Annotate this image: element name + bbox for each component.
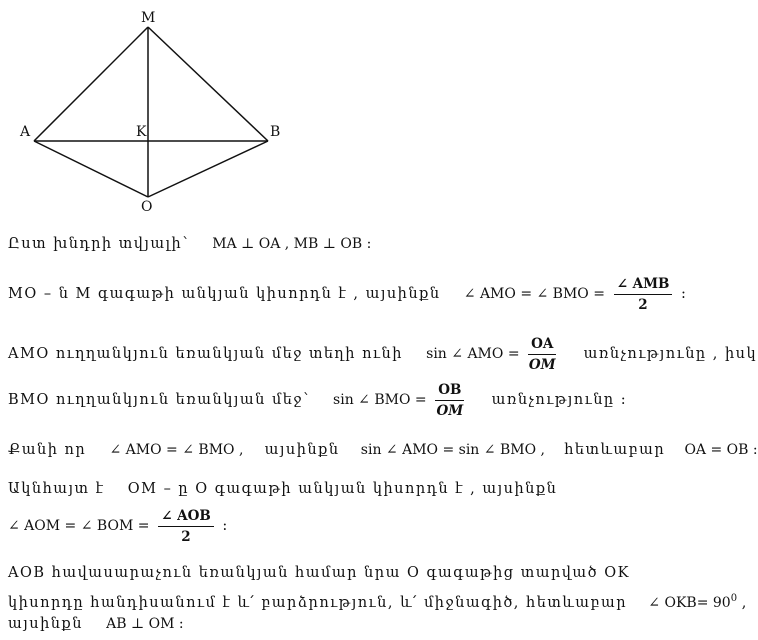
line-3-expr: sin ∠ AMO = [426,346,520,362]
text-line-10 [8,614,184,634]
line-7-end: : [222,518,228,534]
text-line-3 [8,330,757,378]
fraction-oa-over-om [528,336,556,373]
segment-AO [34,141,148,197]
line-3-text: AMO ուղղանկյուն եռանկյան մեջ տեղի ունի [8,346,403,362]
segment-BO [148,141,268,197]
line-10-expr: AB ⊥ OM : [106,616,184,632]
segment-MA [34,27,148,141]
line-9-end: , [741,594,747,611]
geometry-figure [0,0,300,215]
fraction-denominator: OM [436,402,464,419]
line-10-text: այսինքն [8,616,83,632]
line-2-text: MO – ն M գագաթի անկյան կիսորդն է , այսինքն [8,286,441,302]
line-5-text-b: այսինքն [264,442,340,458]
segment-MB [148,27,268,141]
line-5-expr-3: OA = OB : [684,442,758,458]
line-5-expr-1: ∠ AMO = ∠ BMO , [109,442,244,458]
text-line-5 [8,440,758,460]
fraction-numerator: OA [528,336,556,355]
label-M: M [141,10,156,26]
fraction-aob-over-2 [158,508,214,545]
line-4-text: BMO ուղղանկյուն եռանկյան մեջ՝ [8,392,310,408]
line-7-expr: ∠ AOM = ∠ BOM = [8,518,150,534]
line-6-text-a: Ակնհայտ է [8,481,105,497]
label-A: A [20,124,31,140]
line-5-text-a: Քանի որ [8,442,87,458]
label-B: B [270,124,281,140]
degree-superscript: 0 [730,593,738,604]
fraction-numerator: ∠ AMB [614,276,673,295]
line-6-text-b: OM – ը O գագաթի անկյան կիսորդն է , այսինքն [127,481,558,497]
fraction-numerator: ∠ AOB [158,508,214,527]
text-line-9 [8,589,746,613]
text-line-4 [8,376,627,424]
line-9-expr: ∠ OKB= 90 [648,594,731,611]
line-4-tail: առնչությունը : [491,392,628,408]
fraction-amb-over-2 [614,276,673,313]
line-2-expr: ∠ AMO = ∠ BMO = [463,286,605,302]
label-K: K [136,124,147,140]
line-2-end: : [681,286,686,302]
text-line-7 [8,502,227,550]
text-line-6 [8,479,557,499]
line-1-expr: MA ⊥ OA , MB ⊥ OB : [212,236,372,252]
text-line-1 [8,234,371,254]
line-5-text-c: հետևաբար [564,442,666,458]
line-3-tail: առնչությունը , իսկ [583,346,758,362]
line-5-expr-2: sin ∠ AMO = sin ∠ BMO , [360,442,545,458]
line-4-expr: sin ∠ BMO = [333,392,427,408]
fraction-denominator: 2 [638,296,648,313]
line-8-text: AOB հավասարաչուն եռանկյան համար նրա O գագաթից տարված OK [8,565,630,581]
fraction-numerator: OB [435,382,464,401]
fraction-ob-over-om [435,382,464,419]
text-line-2 [8,270,686,318]
line-9-text: կիսորդը հանդիսանում է և՛ բարձրություն, և՛ միջնագիծ, հետևաբար [8,594,628,611]
fraction-denominator: 2 [181,528,191,545]
line-1-text: Ըստ խնդրի տվյալի՝ [8,236,189,252]
label-O: O [141,199,153,215]
fraction-denominator: OM [528,356,556,373]
text-line-8 [8,563,630,583]
